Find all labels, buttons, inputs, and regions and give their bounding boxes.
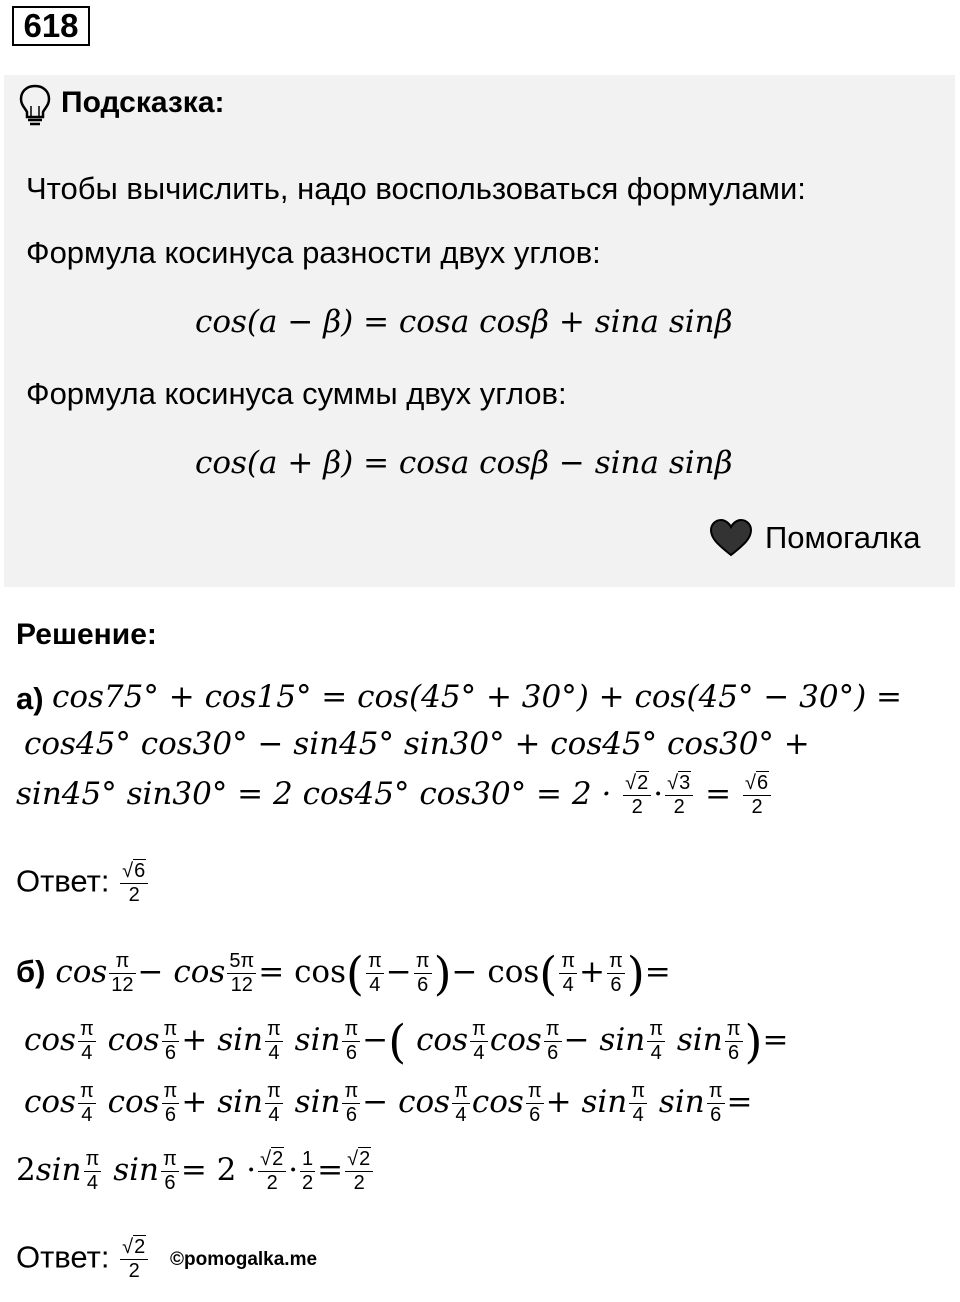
lightbulb-icon <box>18 84 52 128</box>
fraction-sqrt6-over-2: $\frac{√6}{2}$ <box>743 772 771 819</box>
part-a-line-3-text: sin45° sin30° = 2 cos45° cos30° = 2 · <box>16 776 612 812</box>
part-b-line-3: cos $\frac{\pi}{4}$ cos $\frac{\pi}{6}$ + sin $\frac{\pi}{4}$ sin $\frac{\pi}{6}$ − cos $\frac{\pi}{4}$ cos $\frac{\pi}{6}$ + sin $\frac{\pi}{4}$ sin $\frac{\pi}{6}$ = <box>24 1080 753 1126</box>
answer-a-label: Ответ: <box>16 863 110 899</box>
answer-a <box>16 860 150 907</box>
hint-text-2: Формула косинуса разности двух углов: <box>26 235 601 270</box>
answer-a-value: $\frac{√6}{2}$ <box>120 860 148 907</box>
hint-title: Подсказка: <box>61 86 225 119</box>
answer-b <box>16 1236 150 1283</box>
part-b-line-1: б) cos $\frac{\pi}{12}$ − cos $\frac{5\pi}{12}$ = cos( $\frac{\pi}{4}$ − $\frac{\pi}{6}$ )− cos( $\frac{\pi}{4}$ + $\frac{\pi}{6}$ )= <box>16 946 671 1001</box>
solution-title: Решение: <box>16 618 157 651</box>
part-a-label: а) <box>16 681 44 716</box>
heart-icon <box>709 519 753 557</box>
part-a-line-2: cos45° cos30° − sin45° sin30° + cos45° cos30° + <box>24 726 810 762</box>
fraction-sqrt3-over-2: $\frac{√3}{2}$ <box>665 772 693 819</box>
problem-number: 618 <box>12 6 90 46</box>
part-b-line-2: cos $\frac{\pi}{4}$ cos $\frac{\pi}{6}$ + sin $\frac{\pi}{4}$ sin $\frac{\pi}{6}$ −( cos $\frac{\pi}{4}$ cos $\frac{\pi}{6}$ − sin $\frac{\pi}{4}$ sin $\frac{\pi}{6}$ )= <box>24 1014 789 1069</box>
watermark: ©pomogalka.me <box>170 1249 318 1270</box>
part-a-line-3: sin45° sin30° = 2 cos45° cos30° = 2 · $\frac{√2}{2}$ · $\frac{√3}{2}$ = $\frac{√6}{2}$ <box>16 772 773 819</box>
answer-b-value: $\frac{√2}{2}$ <box>120 1236 148 1283</box>
answer-b-label: Ответ: <box>16 1239 110 1275</box>
formula-cos-sum: cos(a + β) = cosa cosβ − sina sinβ <box>195 445 733 481</box>
fraction-sqrt2-over-2: $\frac{√2}{2}$ <box>623 772 651 819</box>
part-b-line-4: 2sin $\frac{\pi}{4}$ sin $\frac{\pi}{6}$ = 2 · $\frac{√2}{2}$ · $\frac{1}{2}$ = $\frac{√2}{2}$ <box>16 1148 375 1195</box>
formula-cos-difference: cos(a − β) = cosa cosβ + sina sinβ <box>195 304 733 340</box>
part-b-label: б) <box>16 954 46 989</box>
hint-text-3: Формула косинуса суммы двух углов: <box>26 376 567 411</box>
hint-text-1: Чтобы вычислить, надо воспользоваться формулами: <box>26 171 806 206</box>
part-a-line-1: cos75° + cos15° = cos(45° + 30°) + cos(45° − 30°) = <box>52 679 903 715</box>
brand-label: Помогалка <box>765 520 921 555</box>
